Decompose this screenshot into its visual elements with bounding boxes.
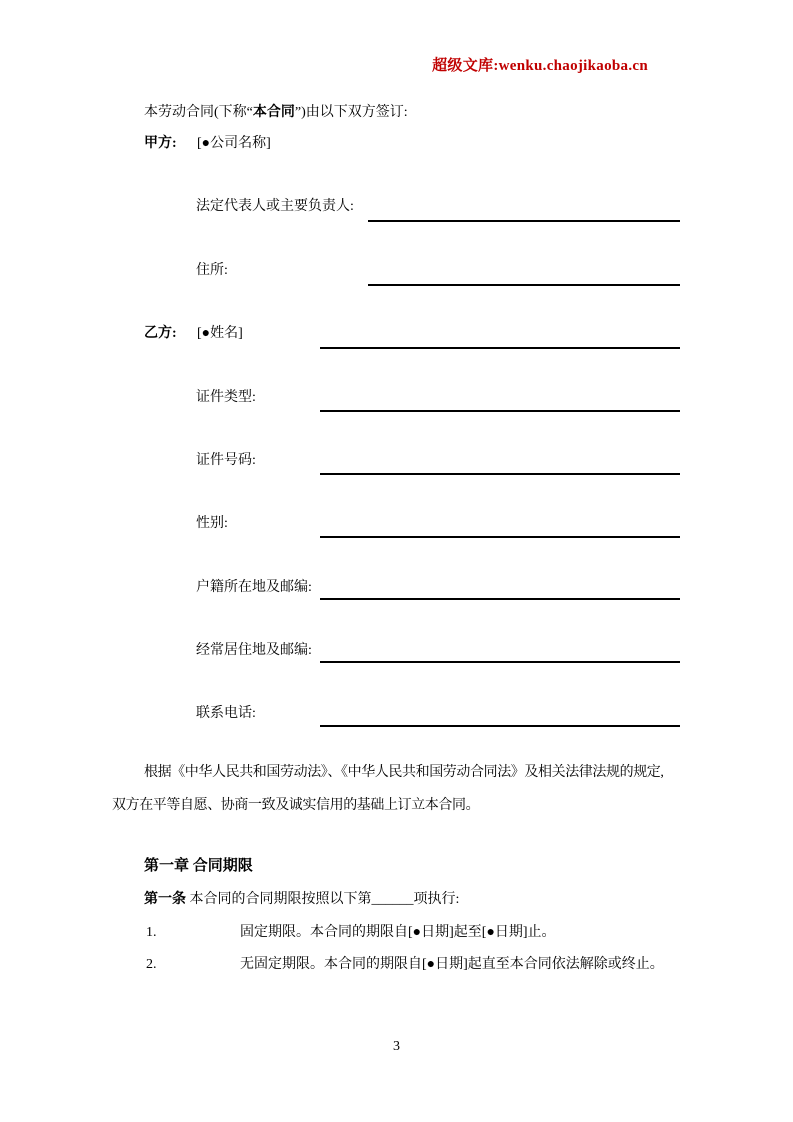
field-label-registered-address: 户籍所在地及邮编: [196, 580, 312, 595]
field-underline-address [368, 284, 680, 286]
field-underline-residence-address [320, 661, 680, 663]
option-2-number: 2. [146, 957, 157, 972]
intro-part2: ”)由以下双方签订: [294, 105, 408, 120]
option-1-text: 固定期限。本合同的期限自[●日期]起至[●日期]止。 [240, 925, 556, 940]
option-1-number: 1. [146, 925, 157, 940]
intro-sentence [144, 103, 408, 122]
watermark-header: 超级文库:wenku.chaojikaoba.cn [432, 58, 648, 74]
clause-1-pre: 本合同的合同期限按照以下第 [189, 892, 372, 907]
party-b-name-placeholder: [●姓名] [197, 326, 243, 341]
field-label-gender: 性别: [196, 516, 228, 531]
field-underline-legal-rep [368, 220, 680, 222]
intro-bold-term: 本合同 [252, 105, 295, 120]
field-label-phone: 联系电话: [196, 706, 256, 721]
party-a-name-placeholder: [●公司名称] [197, 136, 271, 151]
field-underline-gender [320, 536, 680, 538]
chapter-heading: 第一章 合同期限 [144, 858, 253, 874]
recital-line-1: 根据《中华人民共和国劳动法》、《中华人民共和国劳动合同法》及相关法律法规的规定, [144, 765, 664, 780]
clause-1-post: 项执行: [413, 892, 460, 907]
field-label-legal-rep: 法定代表人或主要负责人: [196, 199, 354, 214]
clause-1-line [144, 890, 459, 909]
field-underline-name [320, 347, 680, 349]
field-underline-id-number [320, 473, 680, 475]
field-underline-id-type [320, 410, 680, 412]
option-2-text: 无固定期限。本合同的期限自[●日期]起直至本合同依法解除或终止。 [240, 957, 664, 972]
intro-part1: 本劳动合同(下称“ [144, 105, 253, 120]
field-label-id-number: 证件号码: [196, 453, 256, 468]
party-b-label: 乙方: [144, 326, 177, 341]
party-a-label: 甲方: [144, 136, 177, 151]
field-label-address: 住所: [196, 263, 228, 278]
recital-line-2: 双方在平等自愿、协商一致及诚实信用的基础上订立本合同。 [112, 798, 480, 813]
clause-1-label: 第一条 [144, 892, 186, 907]
field-underline-phone [320, 725, 680, 727]
clause-1-blank: ______ [371, 892, 414, 907]
field-label-id-type: 证件类型: [196, 390, 256, 405]
field-label-residence-address: 经常居住地及邮编: [196, 643, 312, 658]
page-number: 3 [393, 1039, 400, 1054]
field-underline-registered-address [320, 598, 680, 600]
